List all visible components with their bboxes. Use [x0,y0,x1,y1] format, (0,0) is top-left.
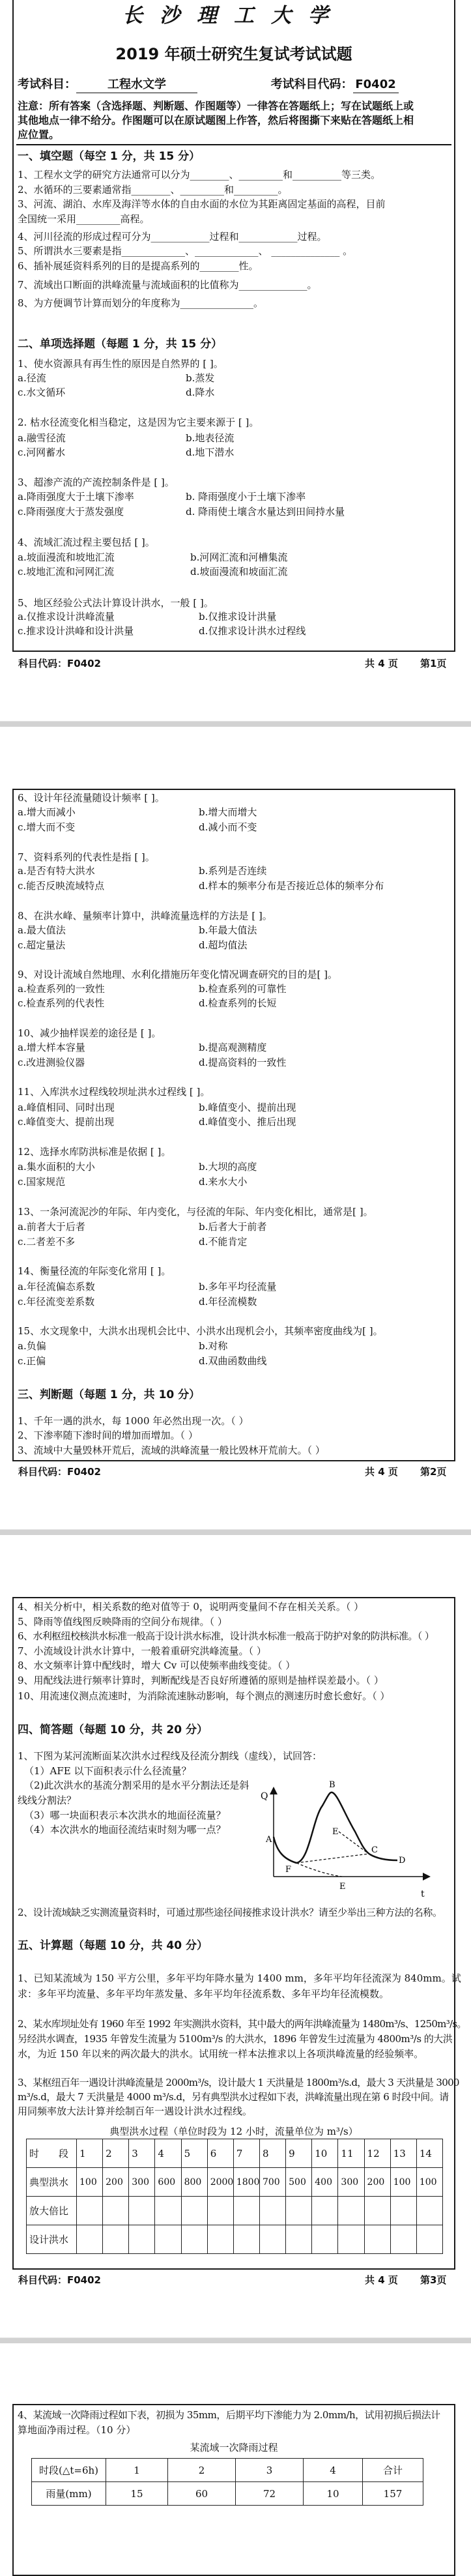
table-cell: 时段(△t=6h) [32,2459,106,2482]
option-b: b.提高观测精度 [199,1042,267,1053]
option-a: a.是否有特大洪水 [18,865,95,877]
footer-page-number: 第1页 [420,658,447,669]
label-t: t [421,1889,425,1899]
table-cell: 300 [338,2168,364,2197]
table-cell: 10 [312,2139,338,2168]
fill-question: 全国统一采用_________高程。 [18,213,150,225]
page-1 [12,0,455,652]
sub-question: （1）AFE 以下面积表示什么径流量？ [24,1765,192,1777]
table-row [27,2168,443,2197]
choice-question: 2. 枯水径流变化相当稳定，这是因为它主要来源于 [ ]。 [18,417,259,428]
table-cell: 700 [259,2168,285,2197]
table-cell: 800 [181,2168,207,2197]
table-cell: 设计洪水 [27,2225,77,2254]
choice-question: 14、衡量径流的年际变化常用 [ ]。 [18,1265,171,1277]
choice-question: 10、减少抽样误差的途径是 [ ]。 [18,1027,162,1039]
judge-question: 1、千年一遇的洪水，每 1000 年必然出现一次。（ ） [18,1415,249,1427]
table-cell: 13 [390,2139,416,2168]
footer-code: 科目代码：F0402 [18,2274,101,2286]
section-title: 四、简答题（每题 10 分，共 20 分） [18,1723,208,1736]
table-cell: 3 [236,2459,304,2482]
footer-total-pages: 共 4 页 [365,658,398,669]
table-cell: 2 [103,2139,129,2168]
option-c: c.二者差不多 [18,1236,76,1248]
short-question: 1、下图为某河流断面某次洪水过程线及径流分割线（虚线），试回答： [18,1750,322,1762]
option-b: b.河网汇流和河槽集流 [190,551,288,563]
option-a: a.径流 [18,372,46,384]
judge-question: 9、用配线法进行频率计算时，判断配线是否良好所遵循的原则是抽样误差最小。（ ） [18,1675,384,1686]
table-cell: 8 [259,2139,285,2168]
option-a: a.坡面漫流和坡地汇流 [18,551,115,563]
table-cell: 9 [286,2139,312,2168]
choice-question: 4、流域汇流过程主要包括 [ ]。 [18,536,155,548]
label-e-lower: E [339,1882,346,1892]
hydrograph-figure [254,1779,443,1903]
label-c: C [371,1845,378,1855]
option-c: c.检查系列的代表性 [18,997,105,1009]
fill-question: 5、所谓洪水三要素是指_____________、_____________、 ______________ 。 [18,245,353,257]
option-c: c.水文循环 [18,387,66,398]
option-b: b.检查系列的可靠性 [199,983,287,995]
fill-question: 2、水循环的三要素通常指________、_________和_________。 [18,184,288,196]
table-cell: 400 [312,2168,338,2197]
option-a: a.检查系列的一致性 [18,983,105,995]
short-question: 2、设计流域缺乏实测流量资料时，可通过那些途径间接推求设计洪水？请至少举出三种方法的名称。 [18,1907,442,1918]
table-row [32,2482,423,2506]
table-cell: 合计 [363,2459,423,2482]
option-c: c.降雨强度大于蒸发强度 [18,506,124,518]
option-a: a.峰值相同、同时出现 [18,1102,115,1113]
table-cell: 雨量(mm) [32,2482,106,2506]
judge-question: 2、下渗率随下渗时间的增加而增加。（ ） [18,1429,198,1441]
subject-line [18,77,399,93]
option-a: a.年径流偏态系数 [18,1281,95,1293]
table-cell: 100 [416,2168,442,2197]
table-cell: 5 [181,2139,207,2168]
option-b: b.后者大于前者 [199,1221,267,1233]
option-c: c.坡地汇流和河网汇流 [18,566,115,578]
fill-question: 4、河川径流的形成过程可分为____________过程和____________过程。 [18,231,327,242]
option-a: a.最大值法 [18,924,66,936]
table-cell: 200 [364,2168,390,2197]
calc-question: 算地面净雨过程。（10 分） [18,2424,136,2436]
table-cell: 10 [304,2482,363,2506]
separation-line-fe [296,1863,342,1877]
table-cell: 1 [106,2459,168,2482]
rainfall-table [31,2458,423,2506]
footer-total-pages: 共 4 页 [365,1466,398,1478]
option-c: c.正偏 [18,1355,46,1367]
table-cell: 600 [155,2168,181,2197]
option-d: d.坡面漫流和坡面汇流 [190,566,288,578]
table-cell: 时 段 [27,2139,77,2168]
judge-question: 5、降雨等值线图反映降雨的空间分布规律。（ ） [18,1616,227,1628]
fill-question: 7、流域出口断面的洪峰流量与流域面积的比值称为______________。 [18,279,317,291]
table-cell: 1800 [233,2168,259,2197]
calc-question: 求：多年平均流量、多年平均年蒸发量、多年平均年径流系数、多年平均年径流模数。 [18,1988,390,2000]
notice-line: 应位置。 [18,128,60,141]
table-cell: 72 [236,2482,304,2506]
code-value: F0402 [353,77,399,93]
judge-question: 10、用流速仪测点流速时，为消除流速脉动影响，每个测点的测速历时愈长愈好。（ ） [18,1690,390,1702]
option-b: b.对称 [199,1340,228,1352]
option-b: b.多年平均径流量 [199,1281,277,1293]
sub-question: （4）本次洪水的地面径流结束时刻为哪一点？ [24,1824,226,1836]
label-q: Q [261,1791,268,1802]
option-c: c.超定量法 [18,939,66,951]
option-b: b.大坝的高度 [199,1161,257,1173]
section-title: 二、单项选择题（每题 1 分，共 15 分） [18,338,223,351]
judge-question: 3、流域中大量毁林开荒后，流域的洪峰流量一般比毁林开荒前大。（ ） [18,1444,325,1456]
option-d: d.减小而不变 [199,821,257,833]
table-row [27,2225,443,2254]
option-b: b.蒸发 [186,372,215,384]
table-cell: 12 [364,2139,390,2168]
subject-value: 工程水文学 [76,77,197,93]
table-cell: 典型洪水 [27,2168,77,2197]
choice-question: 12、选择水库防洪标准是依据 [ ]。 [18,1146,171,1158]
fill-question: 8、为方便调节计算而划分的年度称为_______________。 [18,297,264,309]
option-b: b. 降雨强度小于土壤下渗率 [186,491,306,503]
option-b: b.系列是否连续 [199,865,267,877]
option-c: c.推求设计洪峰和设计洪量 [18,625,134,637]
table-cell: 100 [390,2168,416,2197]
table-cell: 60 [168,2482,236,2506]
choice-question: 6、设计年径流量随设计频率 [ ]。 [18,792,165,804]
table-cell: 14 [416,2139,442,2168]
option-c: c.改进测验仪器 [18,1057,85,1068]
table-row [27,2197,443,2225]
fill-question: 1、工程水文学的研究方法通常可以分为________、_________和__________等三类。 [18,169,381,181]
divider [16,144,451,145]
judge-question: 8、水文频率计算中配线时，增大 Cv 可以使频率曲线变徒。（ ） [18,1660,296,1671]
table-title: 某流域一次降雨过程 [190,2442,278,2453]
calc-question: 另经洪水调查，1935 年曾发生流量为 5100m³/s 的大洪水，1896 年曾发生过流量为 4800m³/s 的大洪 [18,2033,453,2045]
judge-question: 6、水利枢纽校核洪水标准一般高于设计洪水标准，设计洪水标准一般高于防护对象的防洪标准。（ ） [18,1630,435,1642]
option-c: c.国家规范 [18,1176,66,1188]
page-separator [0,2337,471,2343]
option-c: c.能否反映流域特点 [18,880,105,892]
page-4 [12,2404,455,2576]
sub-question: （2)此次洪水的基流分割采用的是水平分割法还是斜 [24,1779,250,1791]
option-d: d.检查系列的长短 [199,997,277,1009]
option-d: d.地下潜水 [186,446,235,458]
school-name: 长沙理工大学 [122,4,345,27]
calc-question: 1、已知某流域为 150 平方公里，多年平均年降水量为 1400 mm，多年平均年径流深为 840mm。试 [18,1972,461,1984]
choice-question: 5、地区经验公式法计算设计洪水，一般 [ ]。 [18,597,214,609]
exam-title: 2019 年硕士研究生复试考试试题 [115,45,352,63]
page-3 [12,1597,466,2270]
calc-question: 2、某水库坝址处有 1960 年至 1992 年实测洪水资料，其中最大的两年洪峰流量为 1480m³/s、1250m³/s。 [18,2018,466,2030]
choice-question: 11、入库洪水过程线较坝址洪水过程线 [ ]。 [18,1086,210,1098]
calc-question: 用同频率放大法计算并绘制百年一遇设计洪水过程线。 [18,2105,253,2117]
table-cell: 4 [304,2459,363,2482]
option-b: b.增大而增大 [199,806,257,818]
option-a: a.融雪径流 [18,432,66,444]
table-cell: 2 [168,2459,236,2482]
option-a: a.增大样本容量 [18,1042,85,1053]
footer-total-pages: 共 4 页 [365,2274,398,2286]
option-d: d.超均值法 [199,939,248,951]
notice-line: 注意：所有答案（含选择题、判断题、作图题等）一律答在答题纸上；写在试题纸上或 [18,100,414,112]
table-cell: 2000 [207,2168,233,2197]
label-d: D [399,1856,406,1866]
table-cell: 100 [77,2168,103,2197]
table-cell: 11 [338,2139,364,2168]
sub-question: （3）哪一块面积表示本次洪水的地面径流量？ [24,1809,226,1821]
option-b: b.地表径流 [186,432,235,444]
option-c: c.峰值变大、提前出现 [18,1116,115,1128]
section-title: 五、计算题（每题 10 分，共 40 分） [18,1939,208,1952]
option-a: a.集水面积的大小 [18,1161,95,1173]
option-a: a.增大而减小 [18,806,76,818]
page-separator [0,721,471,727]
table-header-row [27,2139,443,2168]
sub-question: 线线分割法？ [18,1794,77,1806]
footer-page-number: 第3页 [420,2274,447,2286]
choice-question: 8、在洪水峰、量频率计算中，洪峰流量选样的方法是 [ ]。 [18,910,272,922]
option-d: d.样本的频率分布是否接近总体的频率分布 [199,880,384,892]
option-b: b.仅推求设计洪量 [199,611,277,622]
option-d: d.仅推求设计洪水过程线 [199,625,306,637]
option-d: d.峰值变小、推后出现 [199,1116,296,1128]
table-cell: 200 [103,2168,129,2197]
notice-line: 其他地点一律不给分。作图题可以在原试题图上作答，然后将图撕下来贴在答题纸上相 [18,114,414,126]
table-cell: 放大倍比 [27,2197,77,2225]
table-cell: 300 [129,2168,155,2197]
section-title: 一、填空题（每空 1 分，共 15 分） [18,150,201,163]
table-cell: 4 [155,2139,181,2168]
fill-question: 3、河流、湖泊、水库及海洋等水体的自由水面的水位为其距离固定基面的高程，目前 [18,198,386,210]
typical-flood-table [26,2139,443,2254]
calc-question: m³/s.d，最大 7 天洪量是 4000 m³/s.d，另有典型洪水过程如下表，洪峰流量出现在第 6 时段中间。请 [18,2091,449,2103]
option-c: c.年径流变差系数 [18,1296,95,1308]
label-f: F [285,1865,292,1875]
option-d: d.提高资料的一致性 [199,1057,287,1068]
option-b: b.年最大值法 [199,924,257,936]
footer-code: 科目代码：F0402 [18,1466,101,1478]
choice-question: 13、一条河流泥沙的年际、年内变化，与径流的年际、年内变化相比，通常是[ ]。 [18,1206,373,1218]
option-a: a.负偏 [18,1340,46,1352]
option-c: c.河网蓄水 [18,446,66,458]
footer-code: 科目代码：F0402 [18,658,101,669]
label-a: A [266,1835,272,1845]
choice-question: 15、水文现象中，大洪水出现机会比中、小洪水出现机会小，其频率密度曲线为[ ]。 [18,1325,383,1337]
option-b: b.峰值变小、提前出现 [199,1102,296,1113]
option-a: a.降雨强度大于土壤下渗率 [18,491,134,503]
section-title: 三、判断题（每题 1 分，共 10 分） [18,1388,201,1401]
choice-question: 9、对设计流域自然地理、水利化措施历年变化情况调查研究的目的是[ ]。 [18,969,338,980]
table-cell: 15 [106,2482,168,2506]
table-title: 典型洪水过程（单位时段为 12 小时，流量单位为 m³/s） [109,2126,358,2137]
table-cell: 6 [207,2139,233,2168]
table-cell: 3 [129,2139,155,2168]
option-d: d. 降雨使土壤含水量达到田间持水量 [186,506,345,518]
option-a: a.仅推求设计洪峰流量 [18,611,115,622]
option-d: d.不能肯定 [199,1236,248,1248]
calc-question: 水，为近 150 年以来的两次最大的洪水。试用统一样本法推求以上各项洪峰流量的经验频率。 [18,2048,424,2060]
table-header-row [32,2459,423,2482]
calc-question: 4、某流域一次降雨过程如下表，初损为 35mm，后期平均下渗能力为 2.0mm/h，试用初损后损法计 [18,2409,440,2421]
option-d: d.降水 [186,387,215,398]
judge-question: 7、小流域设计洪水计算中，一般着重研究洪峰流量。（ ） [18,1645,266,1657]
calc-question: 3、某枢纽百年一遇设计洪峰流量是 2000m³/s，设计最大 1 天洪量是 1800m³/s.d，最大 3 天洪量是 3000 [18,2077,459,2088]
table-cell: 1 [77,2139,103,2168]
table-cell: 157 [363,2482,423,2506]
footer-page-number: 第2页 [420,1466,447,1478]
separation-line-fc [296,1854,369,1863]
option-a: a.前者大于后者 [18,1221,85,1233]
option-d: d.来水大小 [199,1176,248,1188]
label-e-upper: E [332,1827,339,1837]
option-d: d.双曲函数曲线 [199,1355,267,1367]
choice-question: 1、使水资源具有再生性的原因是自然界的 [ ]。 [18,358,223,370]
subject-label: 考试科目： [18,78,76,91]
judge-question: 4、相关分析中，相关系数的绝对值等于 0，说明两变量间不存在相关关系。（ ） [18,1601,364,1613]
table-cell: 500 [286,2168,312,2197]
separation-line-ec [339,1832,369,1854]
table-cell: 7 [233,2139,259,2168]
choice-question: 3、超渗产流的产流控制条件是 [ ]。 [18,476,175,488]
fill-question: 6、插补展延资料系列的目的是提高系列的________性。 [18,260,259,272]
label-b: B [329,1780,335,1790]
option-c: c.增大而不变 [18,821,76,833]
choice-question: 7、资料系列的代表性是指 [ ]。 [18,851,155,863]
code-label: 考试科目代码： [270,78,353,91]
page-separator [0,1529,471,1535]
option-d: d.年径流模数 [199,1296,257,1308]
page-2 [12,789,455,1461]
